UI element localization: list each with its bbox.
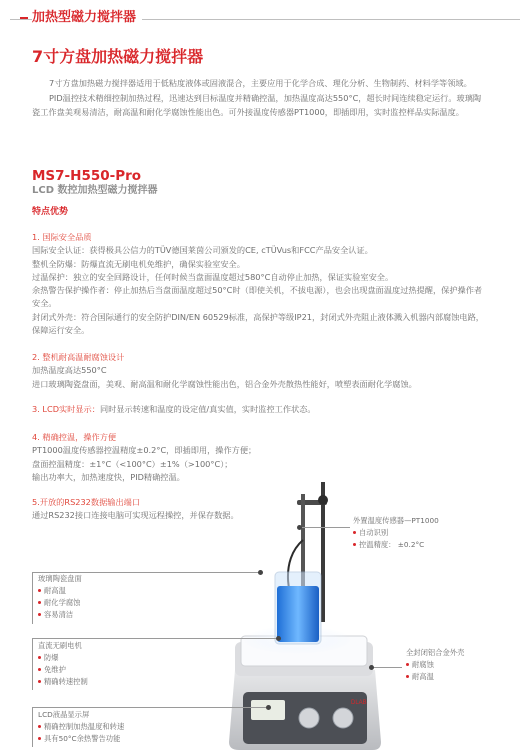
callout-sensor — [353, 515, 503, 551]
callout-plate — [38, 573, 148, 621]
model-subtitle: LCD 数控加热型磁力搅拌器 — [32, 185, 158, 196]
callout-title: 玻璃陶瓷盘面 — [38, 574, 82, 583]
header-label: 加热型磁力搅拌器 — [32, 10, 142, 26]
feature-section-2 — [32, 351, 487, 391]
callout-item: 耐腐蚀 — [406, 659, 516, 671]
section-heading: 2. 整机耐高温耐腐蚀设计 — [32, 352, 125, 362]
leader-line — [32, 707, 268, 708]
callout-item: 具有50°C余热警告功能 — [38, 733, 188, 745]
section-heading: 5.开放的RS232数据输出端口 — [32, 497, 141, 507]
callout-item: 防爆 — [38, 652, 148, 664]
section-line: 封闭式外壳：符合国际通行的安全防护DIN/EN 60529标准，高保护等级IP21，封闭式外壳阻止液体溅入机器内部腐蚀电路，保障运行安全。 — [32, 311, 484, 336]
model-name: MS7-H550-Pro — [32, 168, 142, 184]
section-line: 盘面控温精度：±1°C（<100°C）±1%（>100°C）； — [32, 458, 233, 469]
leader-line — [32, 572, 260, 573]
leader-line — [32, 707, 33, 747]
intro-paragraph-1: 7寸方盘加热磁力搅拌器适用于低粘度液体或固液混合，主要应用于化学合成、理化分析、生物制药、材料学等领域。 — [49, 78, 472, 88]
leader-dot — [297, 525, 302, 530]
section-line: 余热警告保护操作者：停止加热后当盘面温度超过50°C时（即使关机，不拔电源），也会出现盘面温度过热提醒，保护操作者安全。 — [32, 285, 483, 309]
callout-item: 精确控制加热温度和转速 — [38, 721, 188, 733]
leader-line — [32, 638, 33, 690]
section-line: 加热温度高达550°C — [32, 365, 107, 376]
feature-section-1 — [32, 231, 487, 337]
leader-dot — [266, 705, 271, 710]
callout-housing — [406, 647, 516, 683]
leader-dot — [276, 636, 281, 641]
leader-line — [32, 638, 278, 639]
leader-line — [32, 572, 33, 624]
callout-title: LCD液晶显示屏 — [38, 710, 90, 719]
section-line: 进口玻璃陶瓷盘面，美观、耐高温和耐化学腐蚀性能出色，铝合金外壳散热性能好，喷塑表面耐化学腐蚀。 — [32, 378, 417, 389]
section-header — [10, 5, 520, 29]
page-title: 7寸方盘加热磁力搅拌器 — [32, 47, 204, 66]
intro-text — [32, 76, 487, 120]
callout-title: 外置温度传感器—PT1000 — [353, 516, 439, 525]
speed-knob — [333, 708, 353, 728]
callout-item: 耐高温 — [38, 585, 148, 597]
leader-line — [372, 667, 402, 668]
section-heading: 3. LCD实时显示： — [32, 404, 100, 414]
callout-item: 耐高温 — [406, 671, 516, 683]
section-line: 国际安全认证：获得极具公信力的TÜV德国莱茵公司颁发的CE, cTÜVus和FCC产品安全认证。 — [32, 245, 373, 256]
callout-title: 直流无刷电机 — [38, 641, 82, 650]
section-line: 整机全防爆：防爆直流无刷电机免维护，确保实验室安全。 — [32, 258, 245, 269]
callout-item: 耐化学腐蚀 — [38, 597, 148, 609]
lcd-screen — [251, 700, 285, 720]
callout-item: 免维护 — [38, 664, 148, 676]
beaker-liquid — [277, 586, 319, 642]
section-inline-text: 同时显示转速和温度的设定值/真实值，实时监控工作状态。 — [99, 404, 316, 414]
features-heading: 特点优势 — [32, 207, 69, 217]
leader-dot — [258, 570, 263, 575]
section-heading: 4. 精确控温，操作方便 — [32, 432, 117, 442]
leader-line — [300, 527, 350, 528]
callout-item: 自动识别 — [353, 527, 503, 539]
callout-title: 全封闭铝合金外壳 — [406, 648, 465, 657]
callout-item: 精确转速控制 — [38, 676, 148, 688]
section-line: 过温保护：独立的安全回路设计，任何时候当盘面温度超过580°C自动停止加热，保证实验室安全。 — [32, 271, 394, 282]
intro-paragraph-2: PID温控技术精细控制加热过程，迅速达到目标温度并精确控温，加热温度高达550°C，超长时间连续稳定运行。玻璃陶瓷工作盘美观易清洁，耐高温和耐化学腐蚀性能出色。可外接温度传感器PT1000，即插即用，实时监控样品实际温度。 — [32, 92, 482, 118]
brand-logo: DLAB — [351, 700, 367, 706]
feature-section-4 — [32, 431, 487, 484]
callout-item: 容易清洁 — [38, 609, 148, 621]
clamp-knob — [318, 495, 328, 505]
section-heading: 1. 国际安全品质 — [32, 232, 92, 242]
feature-section-3 — [32, 403, 487, 416]
callout-lcd — [38, 709, 188, 745]
section-line: PT1000温度传感器控温精度±0.2°C，即插即用，操作方便； — [32, 445, 257, 456]
temperature-knob — [299, 708, 319, 728]
leader-dot — [369, 665, 374, 670]
section-line: 输出功率大，加热速度快，PID精确控温。 — [32, 471, 185, 482]
section-line: 通过RS232接口连接电脑可实现远程操控，并保存数据。 — [32, 510, 239, 521]
callout-item: 控温精度： ±0.2°C — [353, 539, 503, 551]
callout-motor — [38, 640, 148, 688]
